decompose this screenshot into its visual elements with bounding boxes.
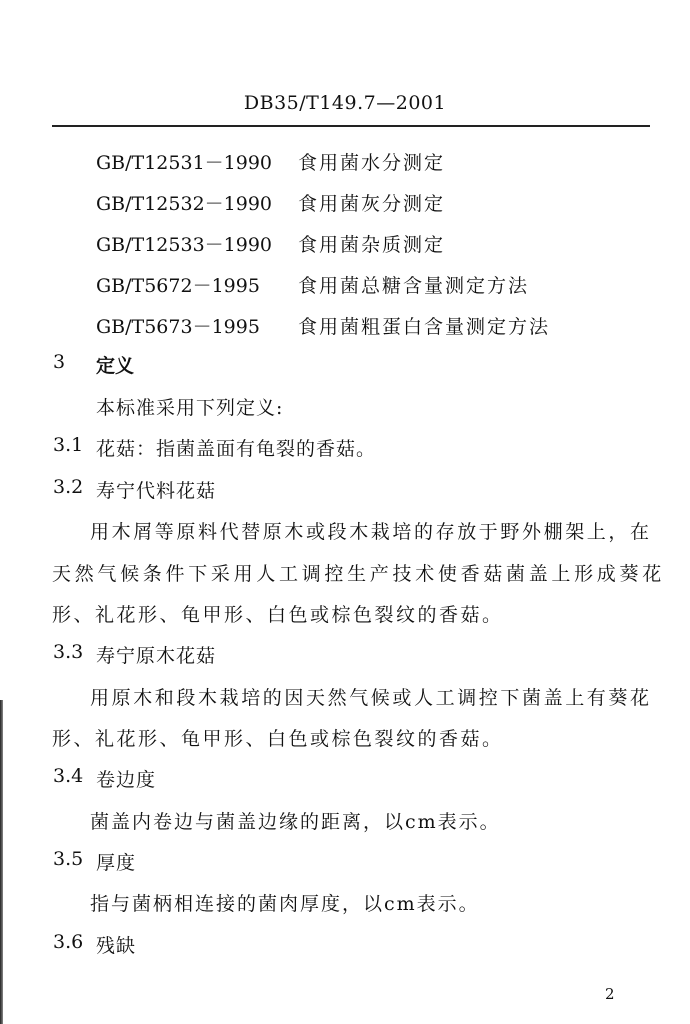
scan-edge-shadow bbox=[0, 700, 3, 1024]
reference-title: 食用菌杂质测定 bbox=[298, 234, 446, 256]
definition-term: 寿宁原木花菇 bbox=[96, 645, 217, 667]
definition-text: 花菇：指菌盖面有龟裂的香菇。 bbox=[96, 438, 377, 460]
definition-number: 3.2 bbox=[53, 476, 84, 498]
header-rule bbox=[52, 125, 650, 127]
section-number: 3 bbox=[53, 351, 66, 373]
reference-code: GB/T5673－1995 bbox=[96, 316, 260, 338]
definition-number: 3.6 bbox=[53, 931, 84, 953]
reference-title: 食用菌总糖含量测定方法 bbox=[298, 275, 530, 297]
reference-title: 食用菌灰分测定 bbox=[298, 193, 446, 215]
reference-row bbox=[96, 271, 656, 297]
section-intro: 本标准采用下列定义: bbox=[96, 397, 284, 419]
reference-row bbox=[96, 312, 656, 338]
definition-body-line: 天然气候条件下采用人工调控生产技术使香菇菌盖上形成葵花 bbox=[52, 563, 665, 585]
definition-body-line: 用木屑等原料代替原木或段木栽培的存放于野外棚架上，在 bbox=[90, 521, 652, 543]
reference-code: GB/T12531－1990 bbox=[96, 152, 273, 174]
reference-row bbox=[96, 148, 656, 174]
reference-row bbox=[96, 189, 656, 215]
definition-term: 寿宁代料花菇 bbox=[96, 480, 217, 502]
definition-term: 卷边度 bbox=[96, 769, 157, 791]
reference-title: 食用菌水分测定 bbox=[298, 152, 446, 174]
definition-number: 3.1 bbox=[53, 434, 84, 456]
definition-term: 残缺 bbox=[96, 935, 137, 957]
definition-body-line: 用原木和段木栽培的因天然气候或人工调控下菌盖上有葵花 bbox=[90, 687, 652, 709]
definition-body-line: 形、礼花形、龟甲形、白色或棕色裂纹的香菇。 bbox=[52, 604, 504, 626]
reference-code: GB/T12532－1990 bbox=[96, 193, 273, 215]
reference-code: GB/T5672－1995 bbox=[96, 275, 260, 297]
definition-term: 厚度 bbox=[96, 852, 137, 874]
definition-body-line: 菌盖内卷边与菌盖边缘的距离，以cm表示。 bbox=[90, 811, 501, 833]
page-number: 2 bbox=[605, 985, 615, 1003]
reference-row bbox=[96, 230, 656, 256]
reference-title: 食用菌粗蛋白含量测定方法 bbox=[298, 316, 551, 338]
definition-number: 3.5 bbox=[53, 848, 84, 870]
definition-number: 3.3 bbox=[53, 641, 84, 663]
definition-body-line: 形、礼花形、龟甲形、白色或棕色裂纹的香菇。 bbox=[52, 728, 504, 750]
section-title: 定义 bbox=[96, 355, 135, 377]
document-code-header: DB35/T149.7—2001 bbox=[243, 92, 447, 114]
definition-number: 3.4 bbox=[53, 765, 84, 787]
reference-code: GB/T12533－1990 bbox=[96, 234, 273, 256]
definition-body-line: 指与菌柄相连接的菌肉厚度，以cm表示。 bbox=[90, 893, 480, 915]
